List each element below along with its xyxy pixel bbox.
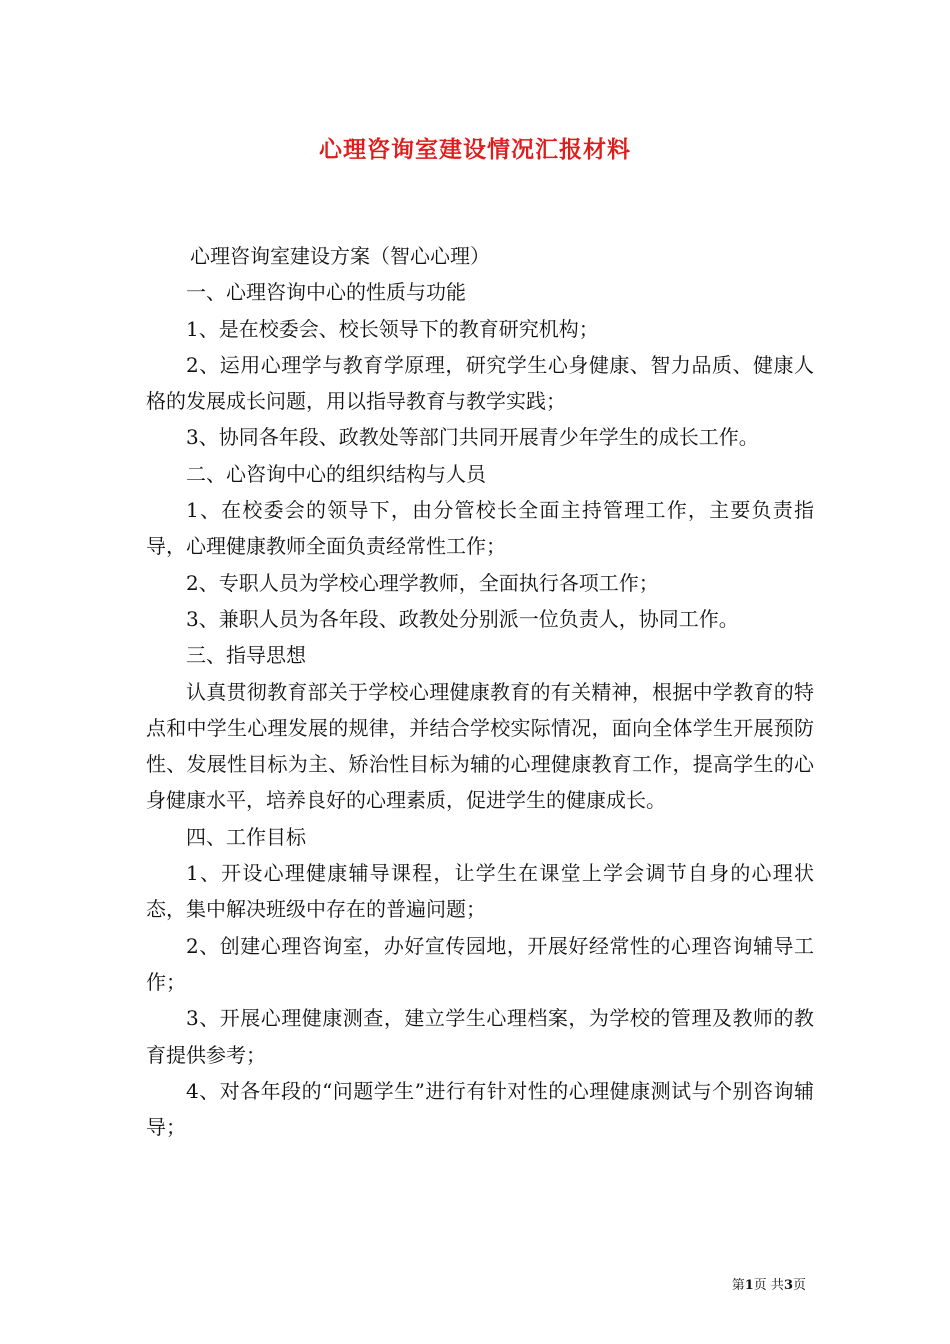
paragraph: 1、开设心理健康辅导课程，让学生在课堂上学会调节自身的心理状态，集中解决班级中存在的普遍问题；	[146, 861, 814, 922]
paragraph: 1、在校委会的领导下，由分管校长全面主持管理工作，主要负责指导，心理健康教师全面负责经常性工作；	[146, 498, 814, 559]
section-heading: 一、心理咨询中心的性质与功能	[186, 280, 466, 305]
section-heading: 三、指导思想	[186, 643, 306, 668]
footer-prefix: 第	[731, 1278, 745, 1293]
paragraph: 3、开展心理健康测查，建立学生心理档案，为学校的管理及教师的教育提供参考；	[146, 1006, 814, 1067]
paragraph: 2、创建心理咨询室，办好宣传园地，开展好经常性的心理咨询辅导工作；	[146, 933, 814, 994]
document-body	[146, 238, 814, 1145]
paragraph: 认真贯彻教育部关于学校心理健康教育的有关精神，根据中学教育的特点和中学生心理发展的规律，并结合学校实际情况，面向全体学生开展预防性、发展性目标为主、矫治性目标为辅的心理健康教育工作，提高学生的心身健康水平，培养良好的心理素质，促进学生的健康成长。	[146, 679, 814, 813]
paragraph: 心理咨询室建设方案（智心心理）	[190, 244, 490, 268]
document-title: 心理咨询室建设情况汇报材料	[319, 136, 631, 163]
section-heading: 四、工作目标	[186, 824, 306, 849]
total-pages-number: 3	[783, 1278, 793, 1293]
footer-middle: 页 共	[753, 1278, 784, 1293]
paragraph: 3、协同各年段、政教处等部门共同开展青少年学生的成长工作。	[186, 425, 759, 450]
page-number-footer	[732, 1277, 806, 1295]
paragraph: 1、是在校委会、校长领导下的教育研究机构；	[186, 316, 599, 341]
paragraph: 4、对各年段的“问题学生”进行有针对性的心理健康测试与个别咨询辅导；	[146, 1078, 814, 1140]
section-heading: 二、心咨询中心的组织结构与人员	[186, 461, 486, 486]
paragraph: 2、运用心理学与教育学原理，研究学生心身健康、智力品质、健康人格的发展成长问题，用以指导教育与教学实践；	[146, 352, 814, 414]
footer-suffix: 页	[792, 1278, 806, 1293]
paragraph: 3、兼职人员为各年段、政教处分别派一位负责人，协同工作。	[186, 606, 739, 631]
paragraph: 2、专职人员为学校心理学教师，全面执行各项工作；	[186, 570, 659, 595]
current-page-number: 1	[744, 1278, 754, 1293]
